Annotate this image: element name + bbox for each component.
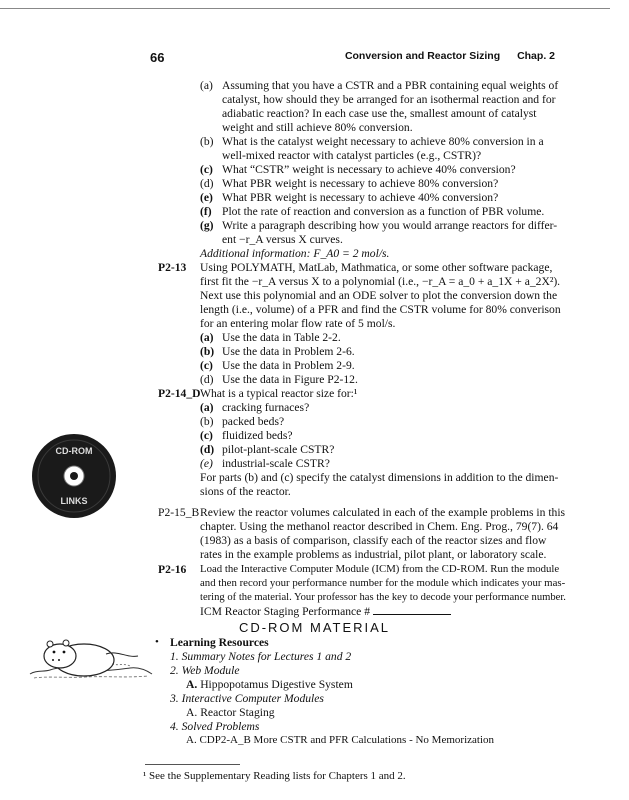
list-item: (b) packed beds? bbox=[200, 415, 285, 428]
problem-id: P2-16 bbox=[158, 563, 187, 576]
list-item[interactable]: 2. Web Module bbox=[170, 664, 240, 677]
running-title: Conversion and Reactor Sizing bbox=[344, 50, 501, 62]
additional-information: Additional information: F_A0 = 2 mol/s. bbox=[200, 247, 390, 260]
text-line: (d) What PBR weight is necessary to achieve 80% conversion? bbox=[200, 177, 499, 190]
text-line: (1983) as a basis of comparison, classify each of the reactor sizes and flow bbox=[200, 534, 547, 547]
text-line: (a) Assuming that you have a CSTR and a PBR containing equal weights of bbox=[200, 79, 559, 92]
list-item[interactable]: 4. Solved Problems bbox=[170, 720, 260, 733]
bullet: • bbox=[155, 636, 159, 648]
text-line: Load the Interactive Computer Module (ICM) from the CD-ROM. Run the module bbox=[200, 563, 560, 575]
list-item[interactable]: A. Hippopotamus Digestive System bbox=[186, 678, 353, 691]
text-line: Next use this polynomial and an ODE solver to plot the conversion down the bbox=[200, 289, 558, 302]
cd-rom-links-icon bbox=[30, 432, 118, 520]
text-line: catalyst, how should they be arranged for an isothermal reaction and for bbox=[222, 93, 556, 106]
list-item: (d) Use the data in Figure P2-12. bbox=[200, 373, 358, 386]
text-line: sions of the reactor. bbox=[200, 485, 291, 498]
list-item[interactable]: 3. Interactive Computer Modules bbox=[170, 692, 324, 705]
text-line: (e) What PBR weight is necessary to achieve 40% conversion? bbox=[200, 191, 499, 204]
page-number: 66 bbox=[150, 50, 165, 65]
text-line: (c) What “CSTR” weight is necessary to achieve 40% conversion? bbox=[200, 163, 516, 176]
hippopotamus-icon bbox=[26, 630, 154, 692]
running-header bbox=[345, 50, 555, 62]
footnote: ¹ See the Supplementary Reading lists for Chapters 1 and 2. bbox=[143, 770, 406, 782]
cd-logo-top-text: CD-ROM bbox=[55, 446, 93, 456]
performance-blank bbox=[373, 604, 451, 615]
cd-rom-material-heading: CD-ROM MATERIAL bbox=[238, 620, 391, 635]
text-line: weight and still achieve 80% conversion. bbox=[222, 121, 413, 134]
list-item: (c) fluidized beds? bbox=[200, 429, 293, 442]
learning-resources-link[interactable]: Learning Resources bbox=[170, 636, 269, 649]
chapter-label: Chap. 2 bbox=[517, 50, 555, 62]
problem-id: P2-14_D bbox=[158, 387, 201, 400]
text-line: (g) Write a paragraph describing how you would arrange reactors for differ- bbox=[200, 219, 558, 232]
problem-id: P2-15_B bbox=[158, 506, 200, 519]
text-line: rates in the example problems as industrial, pilot plant, or laboratory scale. bbox=[200, 548, 547, 561]
list-item: (e) industrial-scale CSTR? bbox=[200, 457, 330, 470]
text-line: Review the reactor volumes calculated in each of the example problems in this bbox=[200, 506, 566, 519]
text-line: and then record your performance number for the module which indicates your mas- bbox=[200, 577, 566, 589]
text-line: Using POLYMATH, MatLab, Mathmatica, or some other software package, bbox=[200, 261, 553, 274]
footnote-rule bbox=[145, 764, 240, 765]
text-line: well-mixed reactor with catalyst particles (e.g., CSTR)? bbox=[222, 149, 482, 162]
performance-line: ICM Reactor Staging Performance # bbox=[200, 604, 451, 619]
text-line: (f) Plot the rate of reaction and conversion as a function of PBR volume. bbox=[200, 205, 545, 218]
text-line: ent −r_A versus X curves. bbox=[222, 233, 343, 246]
list-item[interactable]: 1. Summary Notes for Lectures 1 and 2 bbox=[170, 650, 352, 663]
list-item: (c) Use the data in Problem 2-9. bbox=[200, 359, 355, 372]
text-line: For parts (b) and (c) specify the catalyst dimensions in addition to the dimen- bbox=[200, 471, 559, 484]
text-line: tering of the material. Your professor has the key to decode your performance number. bbox=[200, 592, 566, 603]
cd-logo-bottom-text: LINKS bbox=[60, 496, 88, 506]
text-line: for an entering molar flow rate of 5 mol/s. bbox=[200, 317, 396, 330]
text-line: (b) What is the catalyst weight necessary to achieve 80% conversion in a bbox=[200, 135, 544, 148]
list-item[interactable]: A. CDP2-A_B More CSTR and PFR Calculations - No Memorization bbox=[186, 734, 494, 746]
text-line: chapter. Using the methanol reactor described in Chem. Eng. Prog., 79(7). 64 bbox=[200, 520, 559, 533]
text-line: What is a typical reactor size for:¹ bbox=[200, 387, 358, 400]
list-item: (b) Use the data in Problem 2-6. bbox=[200, 345, 355, 358]
top-rule bbox=[0, 8, 610, 9]
list-item: (a) cracking furnaces? bbox=[200, 401, 310, 414]
list-item[interactable]: A. Reactor Staging bbox=[186, 706, 275, 719]
text-line: length (i.e., volume) of a PFR and find the CSTR volume for 80% converison bbox=[200, 303, 561, 316]
list-item: (a) Use the data in Table 2-2. bbox=[200, 331, 341, 344]
text-line: first fit the −r_A versus X to a polynomial (i.e., −r_A = a_0 + a_1X + a_2X²). bbox=[200, 275, 561, 288]
list-item: (d) pilot-plant-scale CSTR? bbox=[200, 443, 335, 456]
problem-id: P2-13 bbox=[158, 261, 187, 274]
text-line: adiabatic reaction? In each case use the, smallest amount of catalyst bbox=[222, 107, 537, 120]
